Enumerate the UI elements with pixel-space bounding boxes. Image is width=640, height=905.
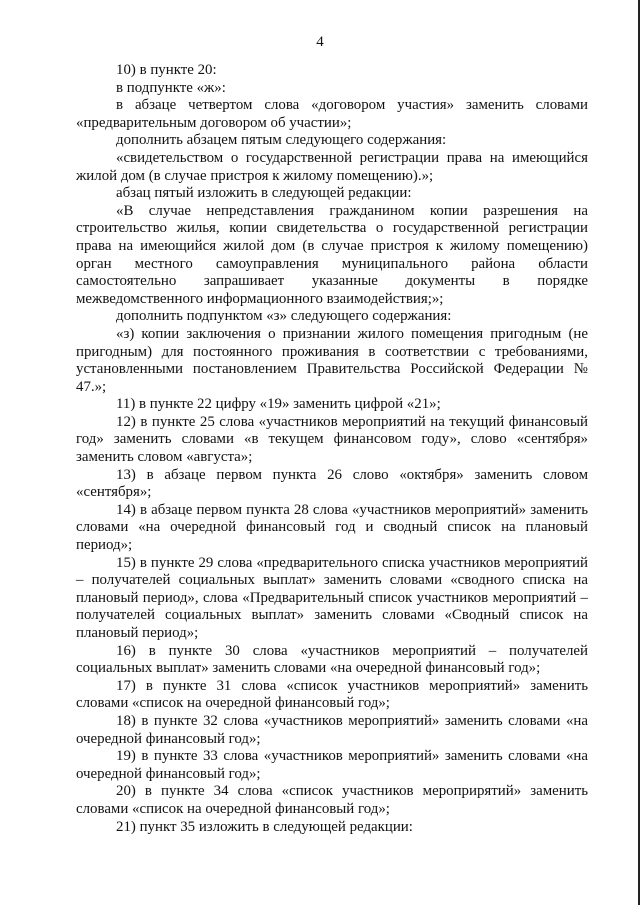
paragraph: «з) копии заключения о признании жилого помещения пригодным (не пригодным) для постоянного проживания в соответствии с требованиями, установленными постановлением Правительства Российской Федерации № 47.»; bbox=[76, 325, 588, 395]
paragraph: 18) в пункте 32 слова «участников мероприятий» заменить словами «на очередной финансовый год»; bbox=[76, 712, 588, 747]
paragraph: 11) в пункте 22 цифру «19» заменить цифрой «21»; bbox=[116, 396, 441, 413]
paragraph: 16) в пункте 30 слова «участников мероприятий – получателей социальных выплат» заменить словами «на очередной финансовый год»; bbox=[76, 642, 588, 677]
paragraph: 14) в абзаце первом пункта 28 слова «участников мероприятий» заменить словами «на очередной финансовый год и сводный список на плановый период»; bbox=[76, 501, 588, 554]
paragraph: 15) в пункте 29 слова «предварительного списка участников мероприятий – получателей социальных выплат» заменить словами «сводного списка на плановый период», слова «Предварительный список участников мероприятий – получателей социальных выплат» заменить словами «Сводный список на плановый период»; bbox=[76, 554, 588, 641]
page-number: 4 bbox=[316, 34, 324, 50]
paragraph: «В случае непредставления гражданином копии разрешения на строительство жилья, копии свидетельства о государственной регистрации права на имеющийся жилой дом (в случае пристроя к жилому помещению) орган местного самоуправления муниципального района области самостоятельно запрашивает указанные документы в порядке межведомственного информационного взаимодействия;»; bbox=[76, 202, 588, 307]
paragraph: 10) в пункте 20: bbox=[116, 62, 217, 78]
paragraph: дополнить подпунктом «з» следующего содержания: bbox=[116, 308, 452, 325]
paragraph: 19) в пункте 33 слова «участников мероприятий» заменить словами «на очередной финансовый год»; bbox=[76, 748, 588, 782]
paragraph: дополнить абзацем пятым следующего содержания: bbox=[116, 132, 447, 149]
document-body bbox=[76, 62, 588, 836]
paragraph: абзац пятый изложить в следующей редакции: bbox=[116, 185, 412, 202]
paragraph: 12) в пункте 25 слова «участников мероприятий на текущий финансовый год» заменить словами «в текущем финансовом году», слово «сентября» заменить словом «августа»; bbox=[76, 413, 588, 466]
paragraph: 17) в пункте 31 слова «список участников мероприятий» заменить словами «список на очередной финансовый год»; bbox=[76, 677, 588, 712]
paragraph: 21) пункт 35 изложить в следующей редакции: bbox=[116, 818, 413, 835]
paragraph: «свидетельством о государственной регистрации права на имеющийся жилой дом (в случае пристроя к жилому помещению).»; bbox=[76, 149, 588, 184]
paragraph: в подпункте «ж»: bbox=[116, 79, 226, 96]
paragraph: 13) в абзаце первом пункта 26 слово «октября» заменить словом «сентября»; bbox=[76, 466, 588, 501]
paragraph: в абзаце четвертом слова «договором участия» заменить словами «предварительным договором об участии»; bbox=[76, 97, 588, 131]
paragraph: 20) в пункте 34 слова «список участников мероприрятий» заменить словами «список на очередной финансовый год»; bbox=[76, 783, 588, 817]
